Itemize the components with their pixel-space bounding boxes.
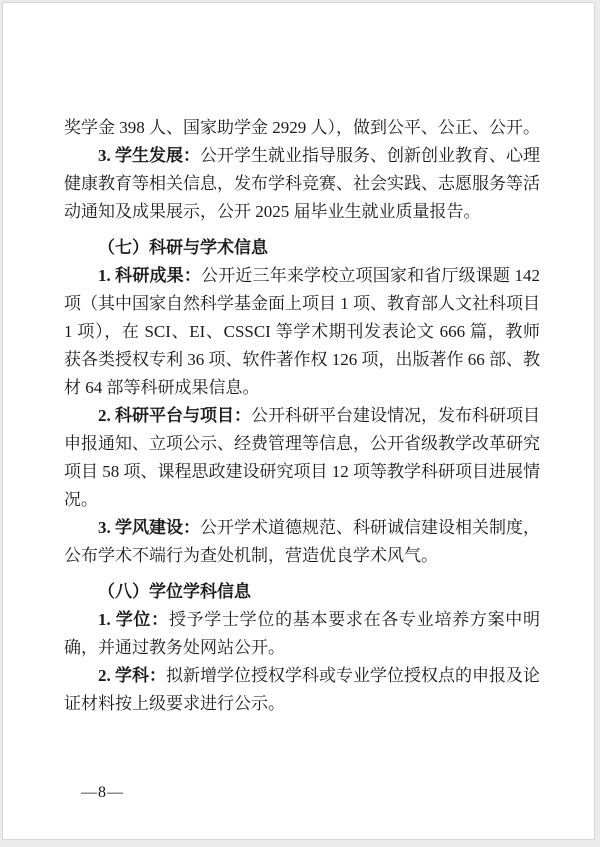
line-lead-bold: 1. 科研成果： [98, 266, 202, 285]
line-lead-bold: 1. 学位： [98, 610, 169, 629]
body-line [64, 542, 540, 570]
line-text: 健康教育等相关信息，发布学科竞赛、社会实践、志愿服务等活 [64, 174, 540, 193]
line-text: 公开近三年来学校立项国家和省厅级课题 142 [201, 266, 541, 285]
line-text: 公开科研平台建设情况，发布科研项目 [251, 406, 540, 425]
body-line [64, 290, 540, 318]
line-text: 授予学士学位的基本要求在各专业培养方案中明 [168, 610, 541, 629]
body-line [64, 198, 540, 226]
body-line [64, 114, 540, 142]
line-text: 证材料按上级要求进行公示。 [64, 694, 285, 713]
document-body [64, 114, 540, 718]
page-number: —8— [81, 784, 124, 801]
line-text: 公开学术道德规范、科研诚信建设相关制度， [200, 518, 540, 537]
line-text: 项（其中国家自然科学基金面上项目 1 项、教育部人文社科项目 [64, 294, 540, 313]
body-line [64, 662, 540, 690]
line-text: 获各类授权专利 36 项、软件著作权 126 项，出版著作 66 部、教 [64, 350, 540, 369]
line-text: 拟新增学位授权学科或专业学位授权点的申报及论 [166, 666, 540, 685]
body-line [64, 486, 540, 514]
body-line [64, 430, 540, 458]
line-lead-bold: 2. 学科： [98, 666, 166, 685]
body-line [64, 318, 540, 346]
heading-text: （七）科研与学术信息 [98, 238, 268, 257]
body-line [64, 170, 540, 198]
line-lead-bold: 2. 科研平台与项目： [98, 406, 251, 425]
body-line [64, 514, 540, 542]
line-text: 公布学术不端行为查处机制，营造优良学术风气。 [64, 546, 438, 565]
line-text: 奖学金 398 人、国家助学金 2929 人），做到公平、公正、公开。 [64, 118, 540, 137]
body-line [64, 346, 540, 374]
line-text: 申报通知、立项公示、经费管理等信息，公开省级教学改革研究 [64, 434, 540, 453]
line-text: 动通知及成果展示，公开 2025 届毕业生就业质量报告。 [64, 202, 481, 221]
section-heading [64, 578, 540, 606]
heading-text: （八）学位学科信息 [98, 582, 251, 601]
document-page [2, 2, 595, 840]
body-line [64, 142, 540, 170]
line-lead-bold: 3. 学风建设： [98, 518, 200, 537]
body-line [64, 690, 540, 718]
line-lead-bold: 3. 学生发展： [98, 146, 200, 165]
line-text: 材 64 部等科研成果信息。 [64, 378, 260, 397]
section-heading [64, 234, 540, 262]
line-text: 1 项），在 SCI、EI、CSSCI 等学术期刊发表论文 666 篇，教师 [64, 322, 540, 341]
line-text: 公开学生就业指导服务、创新创业教育、心理 [200, 146, 540, 165]
body-line [64, 262, 540, 290]
line-text: 况。 [64, 490, 98, 509]
line-text: 项目 58 项、课程思政建设研究项目 12 项等教学科研项目进展情 [64, 462, 540, 481]
body-line [64, 606, 540, 634]
body-line [64, 634, 540, 662]
body-line [64, 402, 540, 430]
line-text: 确，并通过教务处网站公开。 [64, 638, 285, 657]
body-line [64, 458, 540, 486]
body-line [64, 374, 540, 402]
